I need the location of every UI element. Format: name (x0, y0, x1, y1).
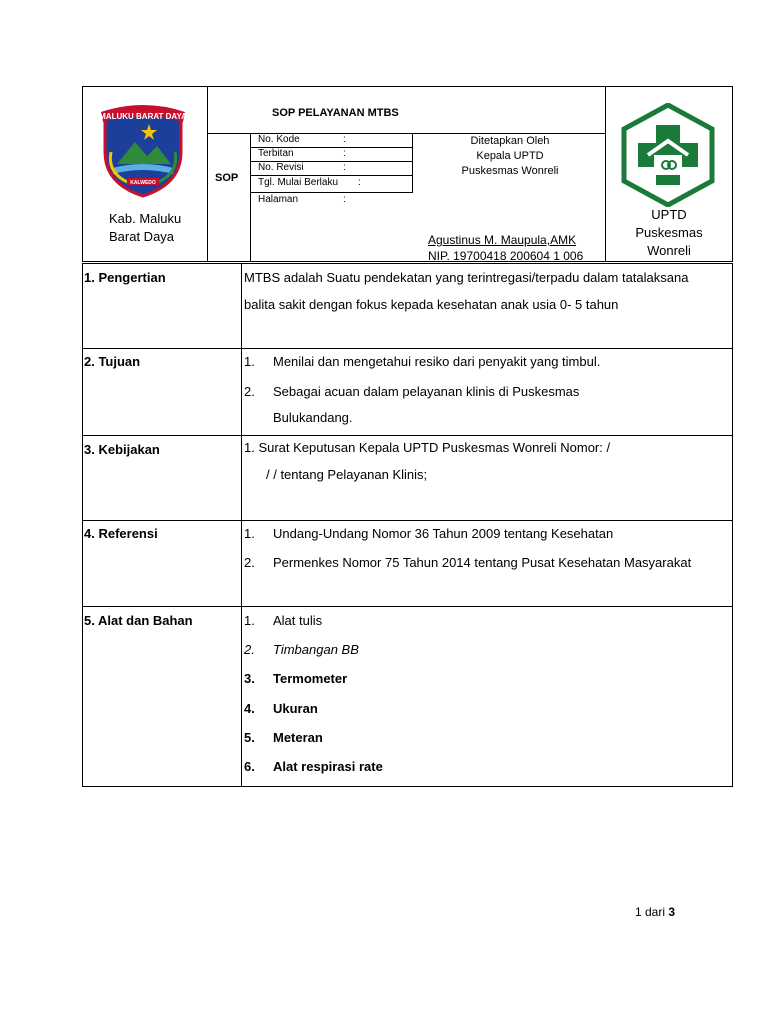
alat-num-1: 1. (244, 613, 255, 628)
sop-label: SOP (215, 172, 239, 184)
content-table (82, 263, 733, 787)
field-terbitan: Terbitan : (258, 148, 346, 159)
alat-num-6: 6. (244, 759, 255, 774)
kabupaten-logo (97, 102, 189, 198)
alat-item-5: Meteran (273, 730, 323, 745)
puskesmas-logo (620, 103, 716, 207)
field-halaman: Halaman : (258, 194, 346, 205)
section-pengertian-label: 1. Pengertian (84, 270, 166, 285)
org-line2: Puskesmas (635, 225, 703, 240)
approval-line1: Ditetapkan Oleh (470, 135, 550, 147)
referensi-num-1: 1. (244, 526, 255, 541)
referensi-num-2: 2. (244, 555, 255, 570)
alat-item-4: Ukuran (273, 701, 318, 716)
alat-num-4: 4. (244, 701, 255, 716)
tujuan-item-2: Sebagai acuan dalam pelayanan klinis di Puskesmas (273, 384, 580, 399)
tujuan-num-1: 1. (244, 354, 255, 369)
alat-num-5: 5. (244, 730, 255, 745)
tujuan-item-2-cont: Bulukandang. (273, 410, 353, 425)
kebijakan-line2: / / tentang Pelayanan Klinis; (266, 467, 428, 482)
signer-name: Agustinus M. Maupula,AMK (428, 233, 577, 247)
alat-item-3: Termometer (273, 671, 348, 686)
logo-banner-text: MALUKU BARAT DAYA (99, 112, 187, 121)
region-line1: Kab. Maluku (109, 211, 182, 226)
org-line1: UPTD (651, 207, 687, 222)
section-kebijakan-label: 3. Kebijakan (84, 442, 160, 457)
field-no-revisi: No. Revisi : (258, 162, 346, 173)
section-alat-label: 5. Alat dan Bahan (84, 613, 193, 628)
page-number: 1 dari 3 (635, 905, 676, 919)
kebijakan-line1: 1. Surat Keputusan Kepala UPTD Puskesmas Wonreli Nomor: / (244, 440, 611, 455)
alat-item-6: Alat respirasi rate (273, 759, 383, 774)
alat-item-2: Timbangan BB (273, 642, 359, 657)
alat-item-1: Alat tulis (273, 613, 323, 628)
section-referensi-label: 4. Referensi (84, 526, 158, 541)
region-line2: Barat Daya (109, 229, 175, 244)
pengertian-line2: balita sakit dengan fokus kepada kesehatan anak usia 0- 5 tahun (244, 297, 619, 312)
tujuan-num-2: 2. (244, 384, 255, 399)
signer-nip: NIP. 19700418 200604 1 006 (428, 249, 584, 263)
referensi-item-1: Undang-Undang Nomor 36 Tahun 2009 tentang Kesehatan (273, 526, 614, 541)
field-no-kode: No. Kode : (258, 134, 346, 145)
document-title: SOP PELAYANAN MTBS (272, 107, 399, 119)
approval-line2: Kepala UPTD (476, 150, 544, 162)
section-tujuan-label: 2. Tujuan (84, 354, 141, 369)
alat-num-3: 3. (244, 671, 255, 686)
org-line3: Wonreli (647, 243, 691, 258)
tujuan-item-1: Menilai dan mengetahui resiko dari penyakit yang timbul. (273, 354, 601, 369)
approval-line3: Puskesmas Wonreli (461, 165, 559, 177)
logo-ribbon-text: KALWEDO (130, 180, 156, 186)
referensi-item-2: Permenkes Nomor 75 Tahun 2014 tentang Pusat Kesehatan Masyarakat (273, 555, 692, 570)
pengertian-line1: MTBS adalah Suatu pendekatan yang terintregasi/terpadu dalam tatalaksana (244, 270, 689, 285)
field-tgl-mulai: Tgl. Mulai Berlaku : (258, 177, 361, 188)
alat-num-2: 2. (244, 642, 255, 657)
